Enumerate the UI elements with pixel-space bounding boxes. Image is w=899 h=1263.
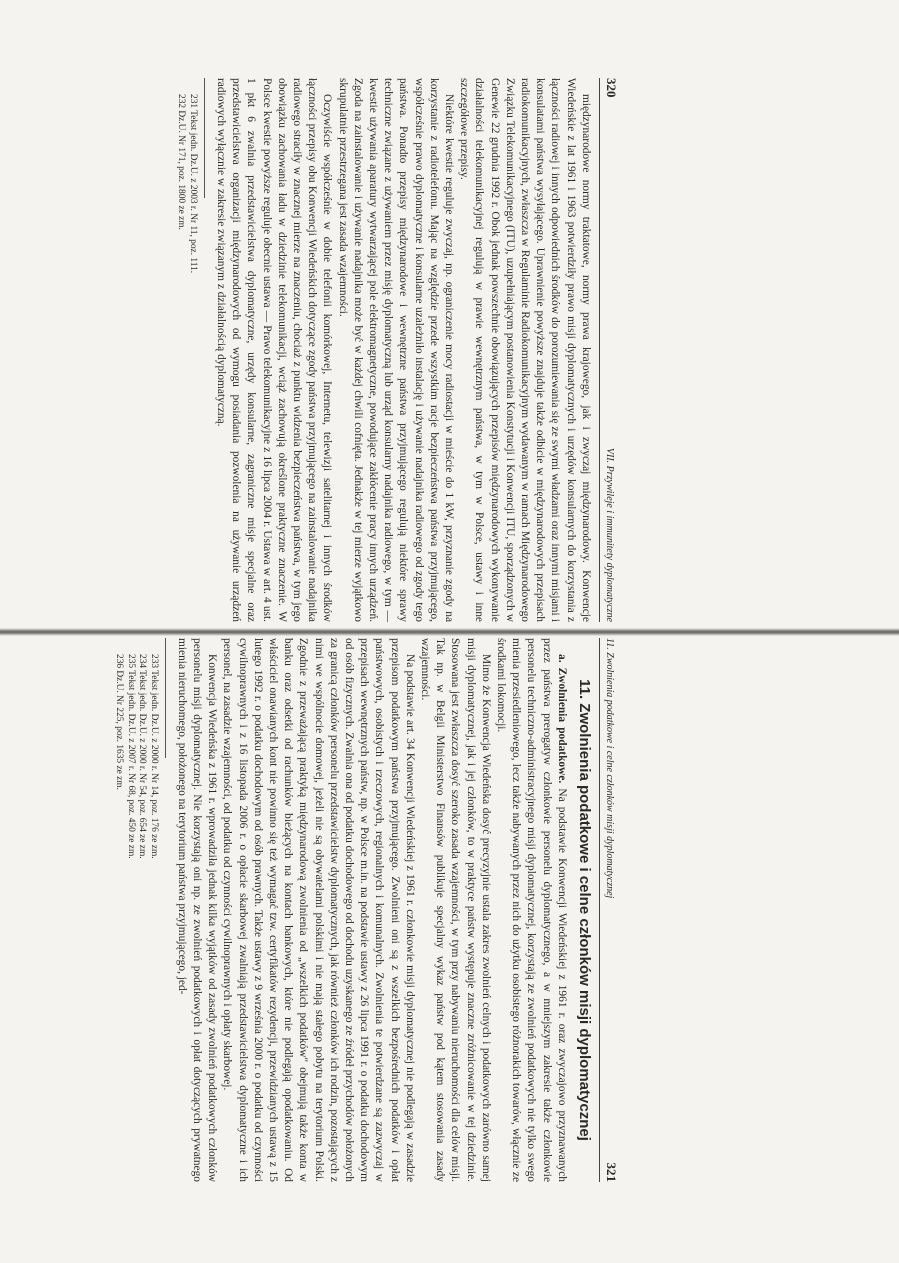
footnote-rule <box>162 638 166 758</box>
paragraph: Mimo że Konwencja Wiedeńska dosyć precyzyjnie ustala zakres zwolnień celnych i podatkowych zarówno samej misji dyplomatycznej, jak i jej członków, to w praktyce państw występuje znaczne zróżnicowanie w tej dziedzinie. Stosowana jest zwłaszcza dosyć szeroko zasada wzajemności, w tym przy nabywaniu nieruchomości dla celów misji. Tak np. w Belgii Ministerstwo Finansów publikuje specjalny wykaz państw pod kątem stosowania zasady wzajemności. <box>418 638 492 1182</box>
subsection-label: a. Zwolnienia podatkowe. <box>555 654 568 784</box>
paragraph: Oczywiście współcześnie w dobie telefonii komórkowej, Internetu, telewizji satelitarnej i innych środków łączności przepisy obu Konwencji Wiedeńskich dotyczące zgody państwa przyjmującego na zainstalowanie nadajnika radiowego straciły w znacznej mierze na znaczeniu, chociaż z punktu widzenia bezpieczeństwa państwa, w tym jego obowiązku zachowania ładu w dziedzinie telekomunikacji, wciąż zachowują określone praktyczne znaczenie. W Polsce kwestie powyższe reguluje obecnie ustawa — Prawo telekomunikacyjne z 16 lipca 2004 r. Ustawa w art. 4 ust. 1 pkt 6 zwalnia przedstawicielstwa dyplomatyczne, urzędy konsularne, zagraniczne misje specjalne oraz przedstawicielstwa organizacji międzynarodowych od wymogu posiadania pozwolenia na używanie urządzeń radiowych wyłącznie w zakresie związanym z działalnością dyplomatyczną. <box>214 78 334 622</box>
running-head-right <box>599 638 619 1182</box>
page-321 <box>114 630 625 1190</box>
footnote-rule <box>201 78 205 198</box>
footnotes <box>113 638 159 1182</box>
paragraph: Niektóre kwestie reguluje zwyczaj, np. ograniczenie mocy radiostacji w mieście do 1 kW, przyznanie zgody na korzystanie z radiotelefonu. Mając na względzie przede wszystkim racje bezpieczeństwa państwa przyjmującego, współcześnie prawo dyplomatyczne i konsularne uzależniło instalację i używanie nadajnika radiowego od zgody tego państwa. Ponadto przepisy międzynarodowe i wewnętrzne państwa przyjmującego regulują niektóre sprawy techniczne związane z używaniem przez misję dyplomatyczną lub urząd konsularny nadajnika radiowego, w tym — kwestie używania aparatury wytwarzającej pole elektromagnetyczne, powodujące zakłócenie pracy innych urządzeń. Zgoda na zainstalowanie i używanie nadajnika może być w każdej chwili cofnięta. Jednakże w tej mierze wyjątkowo skrupulatnie przestrzegana jest zasada wzajemności. <box>336 78 455 622</box>
paragraph: Na podstawie art. 34 Konwencji Wiedeńskiej z 1961 r. członkowie misji dyplomatycznej nie podlegają w zasadzie przepisom podatkowym państwa przyjmującego. Zwolnieni oni są z wszelkich bezpośrednich podatków i opłat państwowych, osobistych i rzeczowych, regionalnych i komunalnych. Zwolnienia te potwierdzane są zazwyczaj w przepisach wewnętrznych państw, np. w Polsce m.in. na podstawie ustawy z 26 lipca 1991 r. o podatku dochodowym od osób fizycznych. Zwalnia ona od podatku dochodowego od dochodu uzyskanego ze źródeł przychodów położonych za granicą członków personelu przedstawicielstw dyplomatycznych, jak również członków ich rodzin, pozostających z nimi we wspólnocie domowej, jeżeli nie są obywatelami polskimi i nie mają stałego pobytu na terytorium Polski. Zgodnie z przeważającą praktyką międzynarodową zwolnienia od „wszelkich podatków" obejmują także konta w banku oraz odsetki od rachunków bieżących na kontach bankowych, które nie podlegają opodatkowaniu. Od właściciel onawianych kont nie powinno się też wymagać tzw. certyfikatów rezydencji, przewidzianych ustawą z 15 lutego 1992 r. o podatku dochodowym od osób prawnych. Także ustawy z 9 września 2000 r. o podatku od czynności cywilnoprawnych i z 16 listopada 2006 r. o opłacie skarbowej zwalniają przedstawicielstwa dyplomatyczne i ich personel, na zasadzie wzajemności, od podatku od czynności cywilnoprawnych i opłaty skarbowej. <box>221 638 416 1182</box>
page-number: 321 <box>604 1162 619 1182</box>
footnote: 236 Dz.U. Nr 225, poz. 1635 ze zm. <box>114 654 125 790</box>
running-head-title: 11. Zwolnienia podatkowe i celne członków misji dyplomatycznej <box>604 638 615 899</box>
paragraph: międzynarodowe normy traktatowe, normy prawa krajowego, jak i zwyczaj międzynarodowy. Konwencje Wiedeńskie z lat 1961 i 1963 potwierdziły prawo misji dyplomatycznych i urzędów konsularnych do korzystania z łączności radiowej i innych odpowiednich środków do porozumiewania się ze swymi władzami oraz innymi misjami i konsulatami państwa wysyłającego. Uprawnienie powyższe znajduje także odbicie w międzynarodowych przepisach radiokomunikacyjnych, zwłaszcza w Regulaminie Radiokomunikacyjnym wydawanym w ramach Międzynarodowego Związku Telekomunikacyjnego (ITU), uzupełniającym postanowienia Konstytucji i Konwencji ITU, sporządzonych w Genewie 22 grudnia 1992 r. Obok jednak powszechnie obowiązujących przepisów międzynarodowych wykonywanie działalności telekomunikacyjnej regulują w prawie wewnętrznym państwa, w tym w Polsce, ustawy i inne szczegółowe przepisy. <box>458 78 592 622</box>
section-title: 11. Zwolnienia podatkowe i celne członków misji dyplomatycznej <box>575 679 593 1141</box>
footnote: 233 Tekst jedn. Dz.U. z 2000 r. Nr 14, poz. 176 ze zm. <box>148 654 159 859</box>
paragraph-text: Na podstawie Konwencji Wiedeńskiej z 1961 r. oraz zwyczajowo przyznawanych przez państwa prerogatyw członkowie personelu dyplomatycznego, a w mniejszym zakresie także członkowie personelu techniczno-administracyjnego misji dyplomatycznej, korzystają ze zwolnień podatkowych nie tylko swego mienia przesiedleniowego, lecz także nabywanych przez nich do użytku osobistego różnorakich towarów, włącznie ze środkami lokomocji. <box>494 638 568 1182</box>
footnote: 235 Tekst jedn. Dz.U. z 2007 r. Nr 68, poz. 450 ze zm. <box>125 654 136 859</box>
footnote: 231 Tekst jedn. Dz.U. z 2003 r. Nr 11, poz. 111. <box>187 94 198 274</box>
page-number: 320 <box>604 78 619 98</box>
paragraph: Konwencja Wiedeńska z 1961 r. wprowadziła jednak kilka wyjątków od zasady zwolnień podatkowych członków personelu misji dyplomatycznej. Nie korzystają oni np. ze zwolnień podatkowych i opłat dotyczących prywatnego mienia nieruchomego, położonego na terytorium państwa przyjmującego, jed- <box>175 638 219 1182</box>
footnotes <box>175 78 198 622</box>
running-head-title: VII. Przywileje i immunitety dyplomatyczne <box>604 447 615 622</box>
running-head-left <box>599 78 619 622</box>
page-320 <box>176 70 625 630</box>
footnote: 232 Dz.U. Nr 171, poz. 1800 ze zm. <box>176 94 187 230</box>
footnote: 234 Tekst jedn. Dz.U. z 2000 r. Nr 54, poz. 654 ze zm. <box>137 654 148 859</box>
paragraph <box>493 638 569 1182</box>
